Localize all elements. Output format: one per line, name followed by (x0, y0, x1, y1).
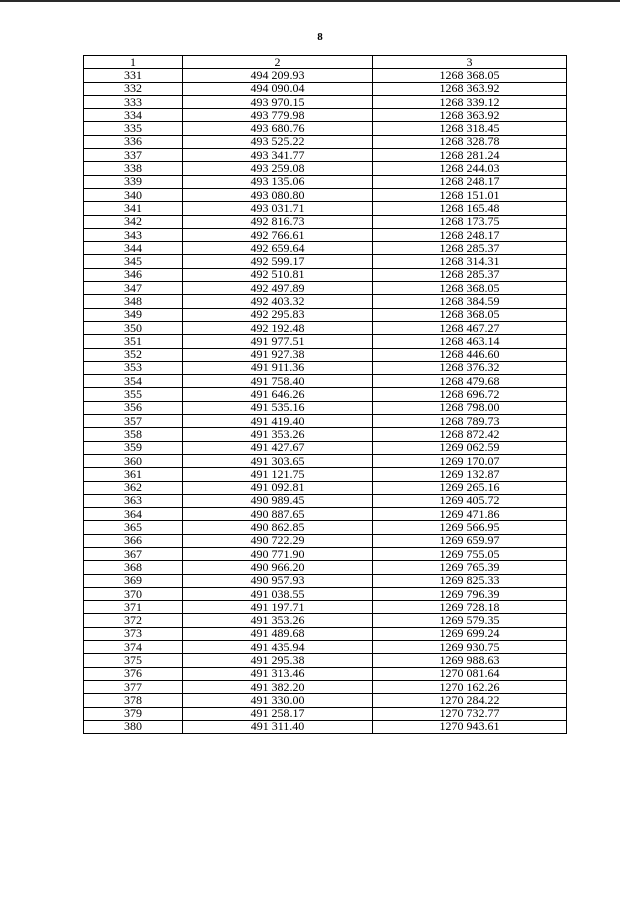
x-coordinate-cell: 491 121.75 (183, 468, 373, 481)
y-coordinate-cell: 1268 314.31 (373, 255, 567, 268)
y-coordinate-cell: 1268 165.48 (373, 202, 567, 215)
table-row (84, 361, 567, 374)
x-coordinate-cell: 492 816.73 (183, 215, 373, 228)
point-number-cell: 342 (84, 215, 183, 228)
table-row (84, 587, 567, 600)
y-coordinate-cell: 1269 699.24 (373, 627, 567, 640)
point-number-cell: 371 (84, 601, 183, 614)
point-number-cell: 364 (84, 508, 183, 521)
point-number-cell: 377 (84, 680, 183, 693)
point-number-cell: 339 (84, 175, 183, 188)
point-number-cell: 338 (84, 162, 183, 175)
y-coordinate-cell: 1270 943.61 (373, 720, 567, 733)
table-row (84, 228, 567, 241)
x-coordinate-cell: 490 966.20 (183, 561, 373, 574)
table-row (84, 720, 567, 733)
y-coordinate-cell: 1268 318.45 (373, 122, 567, 135)
y-coordinate-cell: 1269 471.86 (373, 508, 567, 521)
y-coordinate-cell: 1268 446.60 (373, 348, 567, 361)
y-coordinate-cell: 1269 062.59 (373, 441, 567, 454)
x-coordinate-cell: 493 080.80 (183, 188, 373, 201)
point-number-cell: 336 (84, 135, 183, 148)
coordinates-table (83, 55, 567, 734)
x-coordinate-cell: 494 209.93 (183, 69, 373, 82)
x-coordinate-cell: 491 977.51 (183, 335, 373, 348)
y-coordinate-cell: 1268 368.05 (373, 308, 567, 321)
x-coordinate-cell: 491 258.17 (183, 707, 373, 720)
x-coordinate-cell: 491 303.65 (183, 454, 373, 467)
y-coordinate-cell: 1268 285.37 (373, 268, 567, 281)
x-coordinate-cell: 493 031.71 (183, 202, 373, 215)
table-row (84, 707, 567, 720)
table-row (84, 295, 567, 308)
y-coordinate-cell: 1268 363.92 (373, 109, 567, 122)
x-coordinate-cell: 491 435.94 (183, 641, 373, 654)
point-number-cell: 359 (84, 441, 183, 454)
y-coordinate-cell: 1268 328.78 (373, 135, 567, 148)
x-coordinate-cell: 490 722.29 (183, 534, 373, 547)
table-row (84, 188, 567, 201)
table-row (84, 428, 567, 441)
x-coordinate-cell: 492 192.48 (183, 321, 373, 334)
y-coordinate-cell: 1268 248.17 (373, 228, 567, 241)
x-coordinate-cell: 492 510.81 (183, 268, 373, 281)
y-coordinate-cell: 1268 479.68 (373, 375, 567, 388)
y-coordinate-cell: 1268 463.14 (373, 335, 567, 348)
x-coordinate-cell: 492 599.17 (183, 255, 373, 268)
x-coordinate-cell: 493 970.15 (183, 95, 373, 108)
page-number: 8 (317, 31, 323, 43)
table-row (84, 614, 567, 627)
x-coordinate-cell: 493 525.22 (183, 135, 373, 148)
x-coordinate-cell: 490 957.93 (183, 574, 373, 587)
point-number-cell: 341 (84, 202, 183, 215)
point-number-cell: 337 (84, 149, 183, 162)
x-coordinate-cell: 492 295.83 (183, 308, 373, 321)
x-coordinate-cell: 492 497.89 (183, 282, 373, 295)
column-header-2: 2 (183, 56, 373, 69)
x-coordinate-cell: 491 197.71 (183, 601, 373, 614)
x-coordinate-cell: 491 427.67 (183, 441, 373, 454)
table-row (84, 508, 567, 521)
table-row (84, 255, 567, 268)
x-coordinate-cell: 490 887.65 (183, 508, 373, 521)
point-number-cell: 366 (84, 534, 183, 547)
point-number-cell: 332 (84, 82, 183, 95)
y-coordinate-cell: 1268 151.01 (373, 188, 567, 201)
table-row (84, 149, 567, 162)
y-coordinate-cell: 1268 798.00 (373, 401, 567, 414)
y-coordinate-cell: 1269 132.87 (373, 468, 567, 481)
y-coordinate-cell: 1269 579.35 (373, 614, 567, 627)
x-coordinate-cell: 492 403.32 (183, 295, 373, 308)
point-number-cell: 357 (84, 415, 183, 428)
table-row (84, 175, 567, 188)
table-row (84, 627, 567, 640)
point-number-cell: 363 (84, 494, 183, 507)
x-coordinate-cell: 491 330.00 (183, 694, 373, 707)
point-number-cell: 334 (84, 109, 183, 122)
x-coordinate-cell: 493 135.06 (183, 175, 373, 188)
y-coordinate-cell: 1268 384.59 (373, 295, 567, 308)
point-number-cell: 370 (84, 587, 183, 600)
point-number-cell: 343 (84, 228, 183, 241)
x-coordinate-cell: 491 535.16 (183, 401, 373, 414)
table-row (84, 282, 567, 295)
point-number-cell: 354 (84, 375, 183, 388)
table-row (84, 321, 567, 334)
table-row (84, 468, 567, 481)
y-coordinate-cell: 1269 930.75 (373, 641, 567, 654)
table-row (84, 82, 567, 95)
y-coordinate-cell: 1270 081.64 (373, 667, 567, 680)
table-row (84, 574, 567, 587)
point-number-cell: 355 (84, 388, 183, 401)
point-number-cell: 361 (84, 468, 183, 481)
table-row (84, 135, 567, 148)
table-row (84, 122, 567, 135)
table-row (84, 654, 567, 667)
x-coordinate-cell: 491 313.46 (183, 667, 373, 680)
table-row (84, 308, 567, 321)
y-coordinate-cell: 1269 170.07 (373, 454, 567, 467)
table-header-row (84, 56, 567, 69)
x-coordinate-cell: 491 092.81 (183, 481, 373, 494)
x-coordinate-cell: 493 259.08 (183, 162, 373, 175)
point-number-cell: 365 (84, 521, 183, 534)
y-coordinate-cell: 1269 659.97 (373, 534, 567, 547)
table-row (84, 69, 567, 82)
table-row (84, 534, 567, 547)
table-row (84, 215, 567, 228)
table-row (84, 401, 567, 414)
point-number-cell: 373 (84, 627, 183, 640)
y-coordinate-cell: 1269 728.18 (373, 601, 567, 614)
y-coordinate-cell: 1268 368.05 (373, 282, 567, 295)
point-number-cell: 380 (84, 720, 183, 733)
y-coordinate-cell: 1268 339.12 (373, 95, 567, 108)
point-number-cell: 374 (84, 641, 183, 654)
y-coordinate-cell: 1269 755.05 (373, 547, 567, 560)
point-number-cell: 349 (84, 308, 183, 321)
x-coordinate-cell: 493 341.77 (183, 149, 373, 162)
point-number-cell: 352 (84, 348, 183, 361)
x-coordinate-cell: 492 659.64 (183, 242, 373, 255)
point-number-cell: 372 (84, 614, 183, 627)
x-coordinate-cell: 491 646.26 (183, 388, 373, 401)
x-coordinate-cell: 491 927.38 (183, 348, 373, 361)
y-coordinate-cell: 1268 872.42 (373, 428, 567, 441)
point-number-cell: 345 (84, 255, 183, 268)
y-coordinate-cell: 1268 285.37 (373, 242, 567, 255)
point-number-cell: 369 (84, 574, 183, 587)
point-number-cell: 379 (84, 707, 183, 720)
table-row (84, 441, 567, 454)
table-row (84, 268, 567, 281)
point-number-cell: 362 (84, 481, 183, 494)
point-number-cell: 333 (84, 95, 183, 108)
point-number-cell: 350 (84, 321, 183, 334)
point-number-cell: 335 (84, 122, 183, 135)
x-coordinate-cell: 491 911.36 (183, 361, 373, 374)
table-row (84, 547, 567, 560)
point-number-cell: 378 (84, 694, 183, 707)
table-row (84, 680, 567, 693)
top-rule (0, 0, 620, 2)
x-coordinate-cell: 493 680.76 (183, 122, 373, 135)
y-coordinate-cell: 1268 281.24 (373, 149, 567, 162)
point-number-cell: 351 (84, 335, 183, 348)
column-header-1: 1 (84, 56, 183, 69)
point-number-cell: 368 (84, 561, 183, 574)
point-number-cell: 375 (84, 654, 183, 667)
y-coordinate-cell: 1268 173.75 (373, 215, 567, 228)
table-row (84, 641, 567, 654)
x-coordinate-cell: 491 353.26 (183, 614, 373, 627)
y-coordinate-cell: 1268 789.73 (373, 415, 567, 428)
point-number-cell: 331 (84, 69, 183, 82)
table-row (84, 481, 567, 494)
y-coordinate-cell: 1268 248.17 (373, 175, 567, 188)
table-row (84, 348, 567, 361)
table-row (84, 415, 567, 428)
point-number-cell: 367 (84, 547, 183, 560)
point-number-cell: 344 (84, 242, 183, 255)
table-row (84, 694, 567, 707)
point-number-cell: 348 (84, 295, 183, 308)
y-coordinate-cell: 1268 368.05 (373, 69, 567, 82)
table-row (84, 335, 567, 348)
x-coordinate-cell: 491 038.55 (183, 587, 373, 600)
table-row (84, 561, 567, 574)
table-row (84, 521, 567, 534)
x-coordinate-cell: 494 090.04 (183, 82, 373, 95)
y-coordinate-cell: 1268 467.27 (373, 321, 567, 334)
y-coordinate-cell: 1269 405.72 (373, 494, 567, 507)
table-row (84, 109, 567, 122)
table-row (84, 388, 567, 401)
y-coordinate-cell: 1269 765.39 (373, 561, 567, 574)
table-row (84, 667, 567, 680)
y-coordinate-cell: 1268 363.92 (373, 82, 567, 95)
point-number-cell: 353 (84, 361, 183, 374)
table-row (84, 95, 567, 108)
y-coordinate-cell: 1270 732.77 (373, 707, 567, 720)
y-coordinate-cell: 1269 796.39 (373, 587, 567, 600)
y-coordinate-cell: 1269 988.63 (373, 654, 567, 667)
point-number-cell: 360 (84, 454, 183, 467)
table-row (84, 494, 567, 507)
point-number-cell: 340 (84, 188, 183, 201)
y-coordinate-cell: 1269 265.16 (373, 481, 567, 494)
point-number-cell: 358 (84, 428, 183, 441)
x-coordinate-cell: 491 419.40 (183, 415, 373, 428)
y-coordinate-cell: 1268 244.03 (373, 162, 567, 175)
y-coordinate-cell: 1270 162.26 (373, 680, 567, 693)
point-number-cell: 347 (84, 282, 183, 295)
x-coordinate-cell: 491 311.40 (183, 720, 373, 733)
x-coordinate-cell: 493 779.98 (183, 109, 373, 122)
table-row (84, 375, 567, 388)
y-coordinate-cell: 1268 376.32 (373, 361, 567, 374)
point-number-cell: 356 (84, 401, 183, 414)
table-row (84, 202, 567, 215)
x-coordinate-cell: 490 771.90 (183, 547, 373, 560)
x-coordinate-cell: 491 489.68 (183, 627, 373, 640)
y-coordinate-cell: 1269 825.33 (373, 574, 567, 587)
column-header-3: 3 (373, 56, 567, 69)
point-number-cell: 346 (84, 268, 183, 281)
y-coordinate-cell: 1270 284.22 (373, 694, 567, 707)
x-coordinate-cell: 491 353.26 (183, 428, 373, 441)
table-row (84, 601, 567, 614)
x-coordinate-cell: 491 382.20 (183, 680, 373, 693)
x-coordinate-cell: 490 989.45 (183, 494, 373, 507)
table-row (84, 162, 567, 175)
x-coordinate-cell: 491 295.38 (183, 654, 373, 667)
table-row (84, 242, 567, 255)
table-row (84, 454, 567, 467)
x-coordinate-cell: 490 862.85 (183, 521, 373, 534)
y-coordinate-cell: 1268 696.72 (373, 388, 567, 401)
point-number-cell: 376 (84, 667, 183, 680)
y-coordinate-cell: 1269 566.95 (373, 521, 567, 534)
x-coordinate-cell: 491 758.40 (183, 375, 373, 388)
x-coordinate-cell: 492 766.61 (183, 228, 373, 241)
